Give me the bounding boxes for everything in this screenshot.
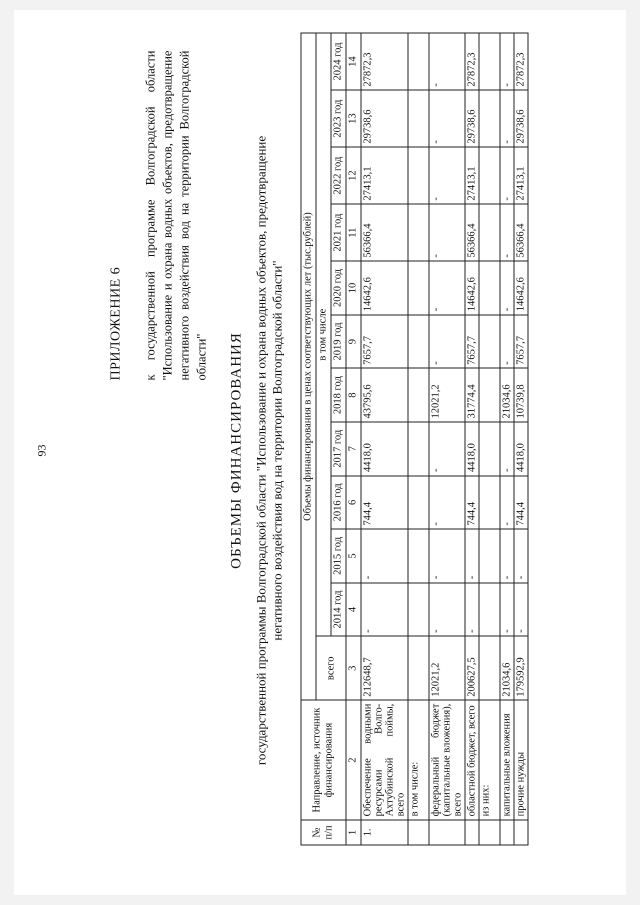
row-value-cell: 27872,3 (465, 33, 479, 90)
row-value-cell: - (500, 529, 514, 583)
column-number-row (346, 33, 361, 845)
row-value-cell: - (429, 422, 465, 476)
document-page (14, 10, 626, 895)
row-value-cell: - (361, 529, 408, 583)
table-row (514, 33, 528, 845)
row-value-cell: 10739,8 (514, 368, 528, 422)
row-number-cell (500, 820, 514, 845)
row-value-cell (408, 90, 429, 147)
row-value-cell (408, 368, 429, 422)
row-value-cell (479, 261, 500, 315)
row-name-cell: в том числе: (408, 700, 429, 820)
header-direction: Направление, источник финансирования (301, 700, 346, 820)
row-value-cell: 12021,2 (429, 368, 465, 422)
column-number: 5 (346, 529, 361, 583)
row-value-cell (479, 204, 500, 261)
row-value-cell (479, 147, 500, 204)
column-number: 10 (346, 261, 361, 315)
row-value-cell: 4418,0 (465, 422, 479, 476)
row-value-cell (479, 529, 500, 583)
header-year: 2015 год (331, 529, 346, 583)
appendix-title: ПРИЛОЖЕНИЕ 6 (108, 266, 124, 381)
page-number: 93 (34, 444, 49, 457)
row-value-cell: - (429, 90, 465, 147)
column-number: 9 (346, 315, 361, 369)
column-number: 2 (346, 700, 361, 820)
table-row (429, 33, 465, 845)
row-value-cell: - (429, 529, 465, 583)
row-name-cell: из них: (479, 700, 500, 820)
table-row (479, 33, 500, 845)
row-value-cell: 21034,6 (500, 368, 514, 422)
row-value-cell: - (429, 315, 465, 369)
row-value-cell: - (500, 583, 514, 637)
row-total-cell (479, 636, 500, 700)
column-number: 3 (346, 636, 361, 700)
rotated-page-content (9, 16, 604, 886)
row-value-cell: 29738,6 (514, 90, 528, 147)
row-value-cell (408, 476, 429, 530)
row-value-cell: - (514, 529, 528, 583)
table-body (361, 33, 528, 845)
row-value-cell: - (429, 204, 465, 261)
row-value-cell: 7657,7 (514, 315, 528, 369)
row-value-cell (408, 261, 429, 315)
row-value-cell: 27413,1 (514, 147, 528, 204)
row-value-cell: - (361, 583, 408, 637)
row-value-cell: - (429, 261, 465, 315)
row-value-cell: 4418,0 (361, 422, 408, 476)
row-value-cell: 7657,7 (361, 315, 408, 369)
header-year: 2024 год (331, 33, 346, 90)
row-value-cell: 43795,6 (361, 368, 408, 422)
header-year: 2021 год (331, 204, 346, 261)
row-value-cell: - (500, 147, 514, 204)
row-value-cell (408, 422, 429, 476)
row-value-cell: - (465, 583, 479, 637)
row-value-cell: - (500, 422, 514, 476)
row-value-cell (408, 33, 429, 90)
table-row (361, 33, 408, 845)
row-value-cell: - (465, 529, 479, 583)
column-number: 8 (346, 368, 361, 422)
row-value-cell: 27872,3 (361, 33, 408, 90)
row-value-cell: - (429, 476, 465, 530)
row-total-cell: 212648,7 (361, 636, 408, 700)
row-number-cell: 1. (361, 820, 408, 845)
row-value-cell: 56366,4 (465, 204, 479, 261)
row-value-cell: - (500, 315, 514, 369)
row-value-cell: 744,4 (465, 476, 479, 530)
row-name-cell: Обеспечение водными ресурсами Волго-Ахтубинской поймы, всего (361, 700, 408, 820)
row-value-cell (479, 33, 500, 90)
row-value-cell: - (514, 583, 528, 637)
row-number-cell (514, 820, 528, 845)
row-name-cell: капитальные вложения (500, 700, 514, 820)
row-value-cell: 744,4 (514, 476, 528, 530)
row-value-cell: 14642,6 (465, 261, 479, 315)
header-year: 2016 год (331, 476, 346, 530)
row-total-cell (408, 636, 429, 700)
column-number: 14 (346, 33, 361, 90)
document-subtitle: государственной программы Волгоградской области "Использование и охрана водных объектов, предотвращение негативного воздействия вод на территории Волгоградской области" (253, 135, 285, 766)
row-value-cell: 27872,3 (514, 33, 528, 90)
row-value-cell (408, 315, 429, 369)
row-value-cell: 29738,6 (465, 90, 479, 147)
row-value-cell: 14642,6 (361, 261, 408, 315)
row-value-cell: 27413,1 (465, 147, 479, 204)
financing-table (301, 33, 529, 846)
row-number-cell (465, 820, 479, 845)
row-value-cell: 4418,0 (514, 422, 528, 476)
row-value-cell: 56366,4 (361, 204, 408, 261)
row-value-cell: 14642,6 (514, 261, 528, 315)
row-value-cell (408, 204, 429, 261)
row-value-cell (479, 476, 500, 530)
row-value-cell: 744,4 (361, 476, 408, 530)
header-total: всего (316, 636, 346, 700)
row-value-cell: 29738,6 (361, 90, 408, 147)
row-total-cell: 200627,5 (465, 636, 479, 700)
row-value-cell: - (500, 204, 514, 261)
row-value-cell: - (500, 476, 514, 530)
row-value-cell (479, 315, 500, 369)
appendix-note: к государственной программе Волгоградской области "Использование и охрана водных объектов, предотвращение негативного воздействия вод на территории Волгоградской области" (143, 50, 209, 381)
document-title: ОБЪЕМЫ ФИНАНСИРОВАНИЯ (228, 332, 245, 569)
row-number-cell (479, 820, 500, 845)
row-value-cell (408, 529, 429, 583)
row-number-cell (408, 820, 429, 845)
row-value-cell: - (500, 90, 514, 147)
header-including: в том числе (316, 33, 331, 636)
row-value-cell (479, 422, 500, 476)
column-number: 11 (346, 204, 361, 261)
row-value-cell (479, 583, 500, 637)
header-num: № п/п (301, 820, 346, 845)
column-number: 7 (346, 422, 361, 476)
column-number: 13 (346, 90, 361, 147)
header-volume: Объемы финансирования в ценах соответствующих лет (тыс.рублей) (301, 33, 316, 700)
header-year: 2019 год (331, 315, 346, 369)
table-row (408, 33, 429, 845)
row-value-cell (408, 147, 429, 204)
column-number: 12 (346, 147, 361, 204)
row-number-cell (429, 820, 465, 845)
row-value-cell: - (500, 261, 514, 315)
row-name-cell: федеральный бюджет (капитальные вложения), всего (429, 700, 465, 820)
row-value-cell (479, 368, 500, 422)
row-total-cell: 12021,2 (429, 636, 465, 700)
row-value-cell (479, 90, 500, 147)
row-name-cell: прочие нужды (514, 700, 528, 820)
header-year: 2018 год (331, 368, 346, 422)
column-number: 4 (346, 583, 361, 637)
row-value-cell: - (429, 33, 465, 90)
column-number: 1 (346, 820, 361, 845)
row-value-cell: - (429, 583, 465, 637)
table-row (465, 33, 479, 845)
header-year: 2022 год (331, 147, 346, 204)
table-row (500, 33, 514, 845)
row-value-cell: 27413,1 (361, 147, 408, 204)
column-number: 6 (346, 476, 361, 530)
row-value-cell: 31774,4 (465, 368, 479, 422)
row-total-cell: 179592,9 (514, 636, 528, 700)
header-year: 2017 год (331, 422, 346, 476)
header-year: 2023 год (331, 90, 346, 147)
row-value-cell: - (500, 33, 514, 90)
row-name-cell: областной бюджет, всего (465, 700, 479, 820)
row-value-cell: 7657,7 (465, 315, 479, 369)
row-total-cell: 21034,6 (500, 636, 514, 700)
row-value-cell: 56366,4 (514, 204, 528, 261)
header-year: 2020 год (331, 261, 346, 315)
row-value-cell (408, 583, 429, 637)
header-year: 2014 год (331, 583, 346, 637)
row-value-cell: - (429, 147, 465, 204)
